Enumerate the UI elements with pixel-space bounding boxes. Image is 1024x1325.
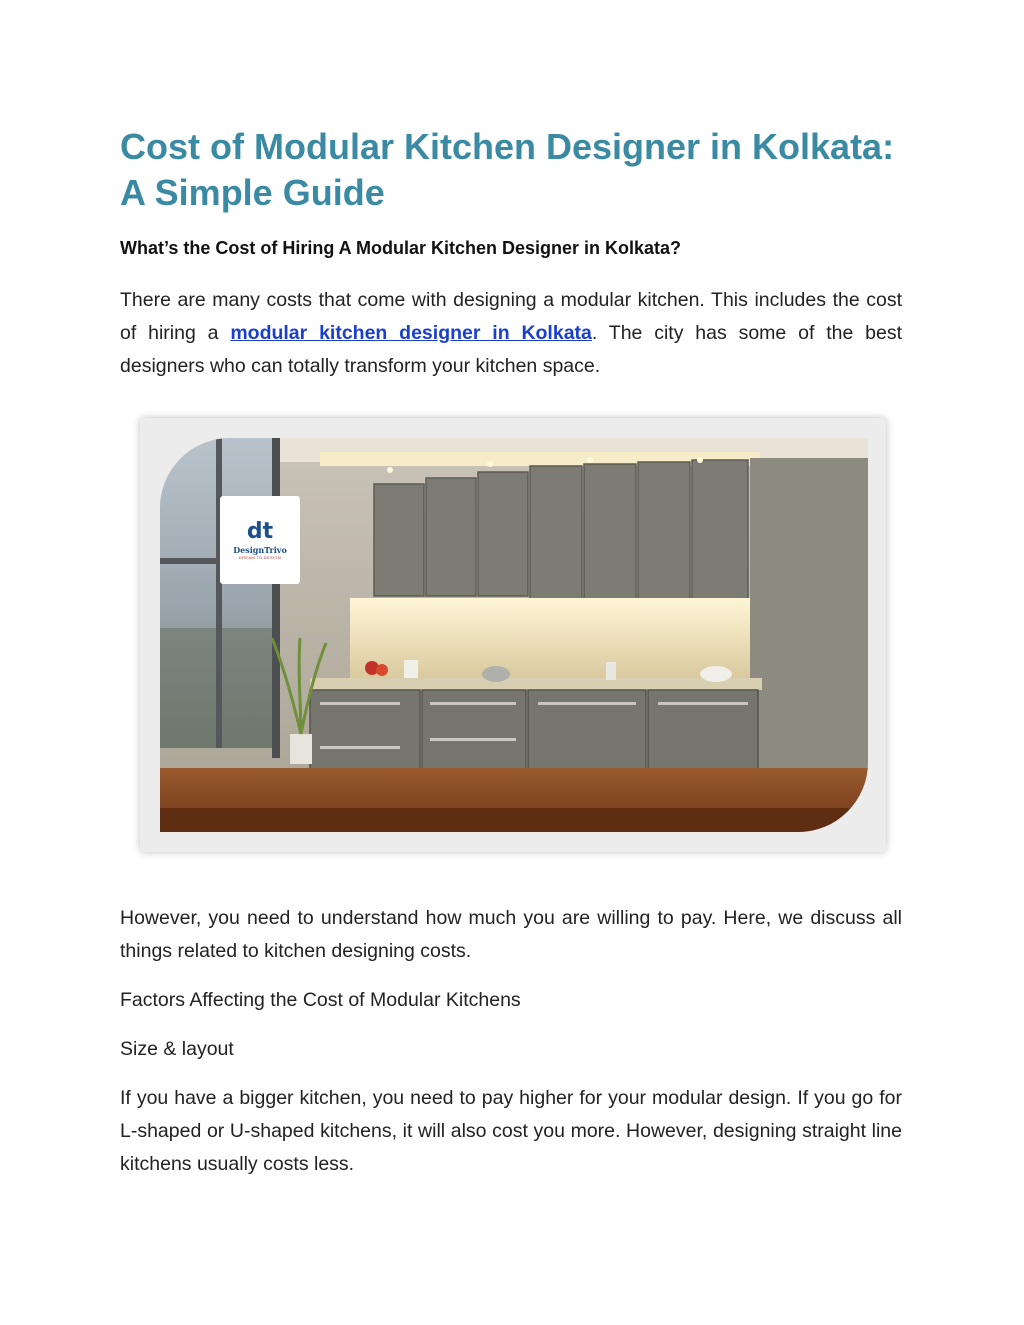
subsection-heading: Size & layout: [120, 1038, 234, 1060]
intro-paragraph: [120, 284, 902, 383]
kitchen-image-frame: [140, 418, 886, 852]
section-heading: Factors Affecting the Cost of Modular Kitchens: [120, 989, 521, 1011]
logo-name: DesignTrivo: [233, 544, 287, 555]
intro-text-after: . The city has some of the best designers who can totally transform your kitchen space.: [120, 322, 902, 377]
page-title: Cost of Modular Kitchen Designer in Kolkata: A Simple Guide: [120, 126, 895, 213]
size-layout-paragraph: If you have a bigger kitchen, you need to pay higher for your modular design. If you go for L-shaped or U-shaped kitchens, it will also cost you more. However, designing straight line kitchens usually costs less.: [120, 1087, 902, 1175]
kitchen-image: [160, 438, 868, 832]
intro-text-before: There are many costs that come with designing a modular kitchen. This includes the cost of hiring a: [120, 289, 902, 344]
cost-paragraph: However, you need to understand how much you are willing to pay. Here, we discuss all things related to kitchen designing costs.: [120, 907, 902, 962]
designer-link[interactable]: modular kitchen designer in Kolkata: [230, 322, 592, 344]
logo-mark: dt: [246, 518, 274, 544]
logo-tagline: DREAM TO DESIGN: [239, 554, 281, 560]
article-subheading: What’s the Cost of Hiring A Modular Kitchen Designer in Kolkata?: [120, 238, 682, 258]
designtrivo-logo: [220, 496, 300, 584]
